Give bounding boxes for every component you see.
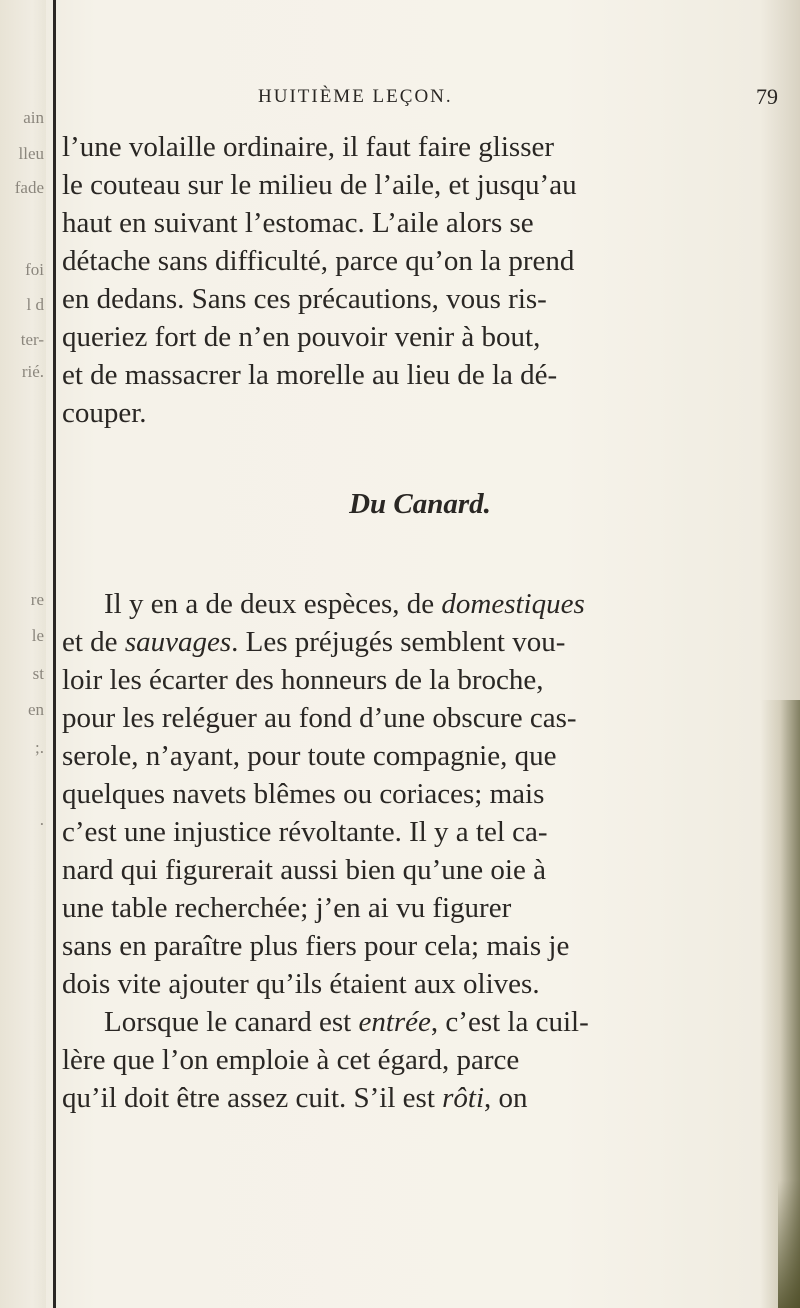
- page-number: 79: [756, 84, 778, 109]
- page-header: [258, 86, 778, 116]
- bleed-text: rié.: [21, 362, 44, 381]
- bleed-text: le: [31, 626, 44, 645]
- bleed-text: foi: [25, 260, 44, 279]
- text-line: en dedans. Sans ces précautions, vous ris-: [62, 283, 547, 315]
- text-line: couper.: [62, 397, 147, 429]
- bleed-text: ;.: [35, 738, 44, 757]
- text-line: [62, 623, 792, 661]
- text-span: et de: [62, 626, 125, 658]
- text-span: , on: [484, 1082, 528, 1114]
- bleed-text: st: [32, 664, 44, 683]
- italic-term: rôti: [442, 1082, 485, 1114]
- text-line: une table recherchée; j’en ai vu figurer: [62, 892, 512, 924]
- text-line: serole, n’ayant, pour toute compagnie, que: [62, 740, 557, 772]
- bleed-text: ain: [23, 108, 44, 127]
- text-line: loir les écarter des honneurs de la broche,: [62, 664, 544, 696]
- italic-term: sauvages: [124, 626, 232, 658]
- italic-term: entrée: [358, 1006, 431, 1038]
- text-span: Lorsque le canard est: [104, 1006, 359, 1038]
- text-line: queriez fort de n’en pouvoir venir à bout,: [62, 321, 541, 353]
- text-span: . Les préjugés semblent vou-: [231, 626, 566, 658]
- section-heading: Du Canard.: [349, 488, 491, 520]
- text-line: détache sans difficulté, parce qu’on la prend: [62, 245, 575, 277]
- gutter-bleed-through: [0, 0, 46, 1308]
- bleed-text: l d: [26, 295, 44, 314]
- text-line: pour les reléguer au fond d’une obscure cas-: [62, 702, 577, 734]
- text-line: lère que l’on emploie à cet égard, parce: [62, 1044, 520, 1076]
- text-line: nard qui figurerait aussi bien qu’une oie à: [62, 854, 546, 886]
- text-line: sans en paraître plus fiers pour cela; mais je: [62, 930, 570, 962]
- text-line: [62, 1003, 792, 1041]
- paragraph-1: [62, 128, 792, 432]
- text-line: le couteau sur le milieu de l’aile, et jusqu’au: [62, 169, 577, 201]
- bleed-text: en: [27, 700, 44, 719]
- bleed-text: re: [30, 590, 44, 609]
- text-line: et de massacrer la morelle au lieu de la dé-: [62, 359, 558, 391]
- bleed-text: lleu: [18, 144, 44, 163]
- text-line: l’une volaille ordinaire, il faut faire glisser: [62, 131, 555, 163]
- text-line: c’est une injustice révoltante. Il y a tel ca-: [62, 816, 548, 848]
- text-line: quelques navets blêmes ou coriaces; mais: [62, 778, 545, 810]
- italic-term: domestiques: [441, 588, 585, 620]
- page-edge-stain: [778, 1180, 800, 1308]
- bleed-text: fade: [14, 178, 44, 197]
- text-line: dois vite ajouter qu’ils étaient aux olives.: [62, 968, 540, 1000]
- text-line: haut en suivant l’estomac. L’aile alors se: [62, 207, 534, 239]
- running-title: HUITIÈME LEÇON.: [258, 86, 453, 107]
- bleed-text: ter-: [20, 330, 44, 349]
- text-line: [62, 585, 792, 623]
- text-line: [62, 1079, 792, 1117]
- paragraph-2: [62, 585, 792, 1117]
- bleed-text: .: [39, 810, 44, 829]
- text-span: , c’est la cuil-: [430, 1006, 589, 1038]
- binding-edge: [53, 0, 56, 1308]
- text-span: qu’il doit être assez cuit. S’il est: [62, 1082, 443, 1114]
- text-span: Il y en a de deux espèces, de: [104, 588, 442, 620]
